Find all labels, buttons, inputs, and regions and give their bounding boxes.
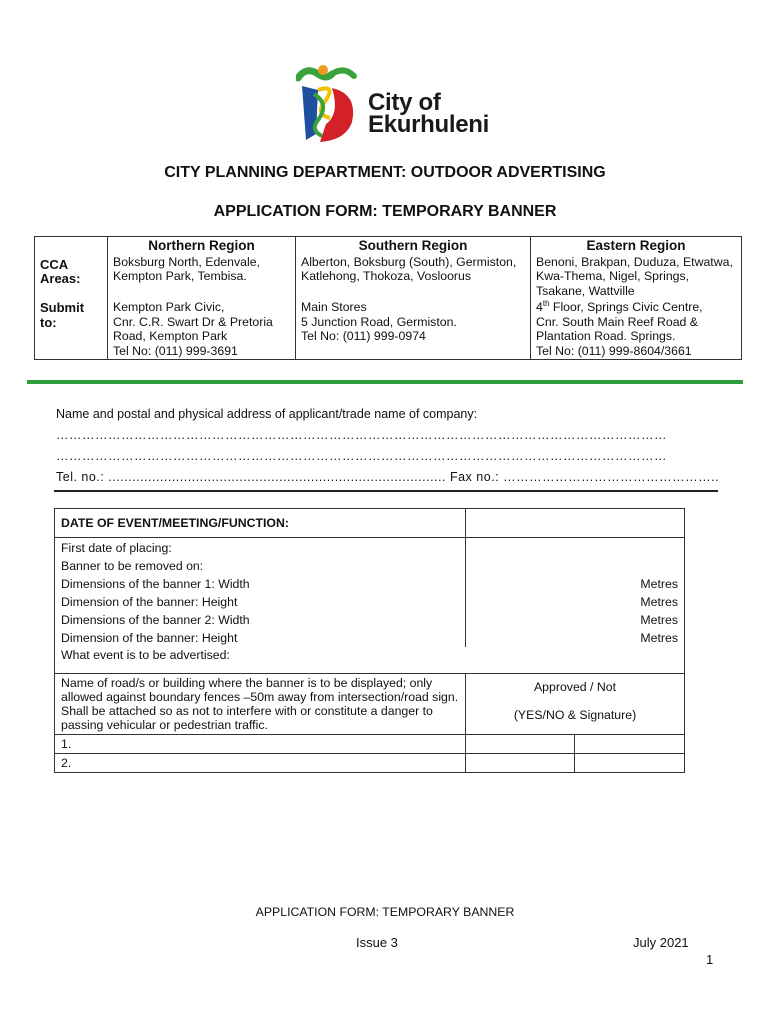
applicant-entry-line-1[interactable]: …………………………………………………………………………………………………………………………… [56, 428, 667, 442]
header-southern-region: Southern Region [296, 237, 531, 254]
logo-emblem [296, 64, 376, 148]
road-item-2[interactable]: 2. [55, 754, 466, 773]
form-title: APPLICATION FORM: TEMPORARY BANNER [213, 203, 557, 220]
road-item-1-signature[interactable] [575, 735, 685, 754]
northern-cca-areas: Boksburg North, Edenvale, Kempton Park, Tembisa. [108, 254, 296, 300]
address-line: Plantation Road. Springs. [536, 329, 676, 343]
approved-label: Approved / Not [533, 680, 617, 694]
metres-unit: Metres [640, 631, 678, 645]
banner2-width-label: Dimensions of the banner 2: Width [61, 613, 250, 627]
green-divider [27, 380, 743, 384]
road-item-1[interactable]: 1. [55, 735, 466, 754]
road-item-2-signature[interactable] [575, 754, 685, 773]
floor-number: 4 [536, 300, 543, 314]
first-date-label: First date of placing: [61, 541, 172, 555]
issue-number: Issue 3 [356, 935, 398, 950]
footer-title: APPLICATION FORM: TEMPORARY BANNER [255, 905, 515, 919]
applicant-label: Name and postal and physical address of applicant/trade name of company: [56, 407, 478, 421]
address-line [536, 300, 736, 315]
banner1-width-label: Dimensions of the banner 1: Width [61, 577, 250, 591]
phone-line: Tel No: (011) 999-3691 [113, 343, 238, 358]
logo-text-line2: Ekurhuleni [368, 111, 490, 138]
section-divider [54, 490, 718, 492]
removal-date-label: Banner to be removed on: [61, 559, 204, 573]
document-title: CITY PLANNING DEPARTMENT: OUTDOOR ADVERTISING [164, 164, 606, 181]
event-details-labels [55, 538, 466, 648]
address-line: 5 Junction Road, Germiston. [301, 314, 457, 329]
road-item-1-approval[interactable] [466, 735, 575, 754]
banner1-height-label: Dimension of the banner: Height [61, 595, 238, 609]
logo-text-line1: City of [368, 89, 441, 116]
tel-field[interactable]: ..................................................................................... [108, 470, 446, 484]
applicant-entry-line-2[interactable]: …………………………………………………………………………………………………………………………… [56, 449, 667, 463]
row-label-cca-areas: CCA Areas: [35, 254, 108, 300]
corner-cell [35, 237, 108, 254]
event-details-values[interactable] [466, 538, 685, 648]
removal-date-value [472, 557, 678, 575]
phone-line: Tel No: (011) 999-8604/3661 [536, 343, 692, 358]
fax-field[interactable]: ………………………………………….. [503, 470, 720, 484]
eastern-cca-areas: Benoni, Brakpan, Duduza, Etwatwa, Kwa-Thema, Nigel, Springs, Tsakane, Wattville [531, 254, 742, 300]
applicant-section [56, 404, 719, 488]
address-line: Cnr. C.R. Swart Dr & Pretoria [113, 314, 273, 329]
event-date-heading: DATE OF EVENT/MEETING/FUNCTION: [55, 509, 466, 538]
page-number: 1 [706, 952, 714, 967]
issue-date: July 2021 [633, 935, 689, 950]
tel-fax-line [56, 467, 719, 488]
metres-unit: Metres [640, 595, 678, 609]
row-label-submit-to: Submit to: [35, 299, 108, 360]
approval-cell [466, 674, 685, 735]
floor-text: Floor, Springs Civic Centre, [549, 300, 703, 314]
northern-submit-address [108, 299, 296, 360]
event-date-field[interactable] [466, 509, 685, 538]
address-line: Main Stores [301, 300, 367, 314]
event-question[interactable]: What event is to be advertised: [55, 647, 685, 674]
address-line: Cnr. South Main Reef Road & [536, 314, 698, 329]
city-of-ekurhuleni-logo [296, 64, 496, 148]
tel-label: Tel. no.: [56, 470, 105, 484]
ordinal-suffix: th [542, 298, 550, 308]
logo-wordmark [368, 89, 490, 138]
road-item-2-approval[interactable] [466, 754, 575, 773]
header-eastern-region: Eastern Region [531, 237, 742, 254]
southern-submit-address [296, 299, 531, 360]
southern-cca-areas: Alberton, Boksburg (South), Germiston, Katlehong, Thokoza, Vosloorus [296, 254, 531, 300]
fax-label: Fax no.: [449, 470, 500, 484]
metres-unit: Metres [640, 613, 678, 627]
road-building-description: Name of road/s or building where the banner is to be displayed; only allowed against boundary fences –50m away from intersection/road sign. Shall be attached so as not to interfere with or constitute a danger to passing vehicular or pedestrian traffic. [55, 674, 466, 735]
eastern-submit-address [531, 299, 742, 360]
phone-line: Tel No: (011) 999-0974 [301, 329, 426, 343]
header-northern-region: Northern Region [108, 237, 296, 254]
banner2-height-label: Dimension of the banner: Height [61, 631, 238, 645]
address-line: Kempton Park Civic, [113, 300, 225, 314]
regions-table [34, 236, 742, 360]
event-table [54, 508, 685, 773]
yes-no-signature-label: (YES/NO & Signature) [513, 708, 637, 722]
first-date-value [472, 539, 678, 557]
metres-unit: Metres [640, 577, 678, 591]
address-line: Road, Kempton Park [113, 329, 228, 343]
